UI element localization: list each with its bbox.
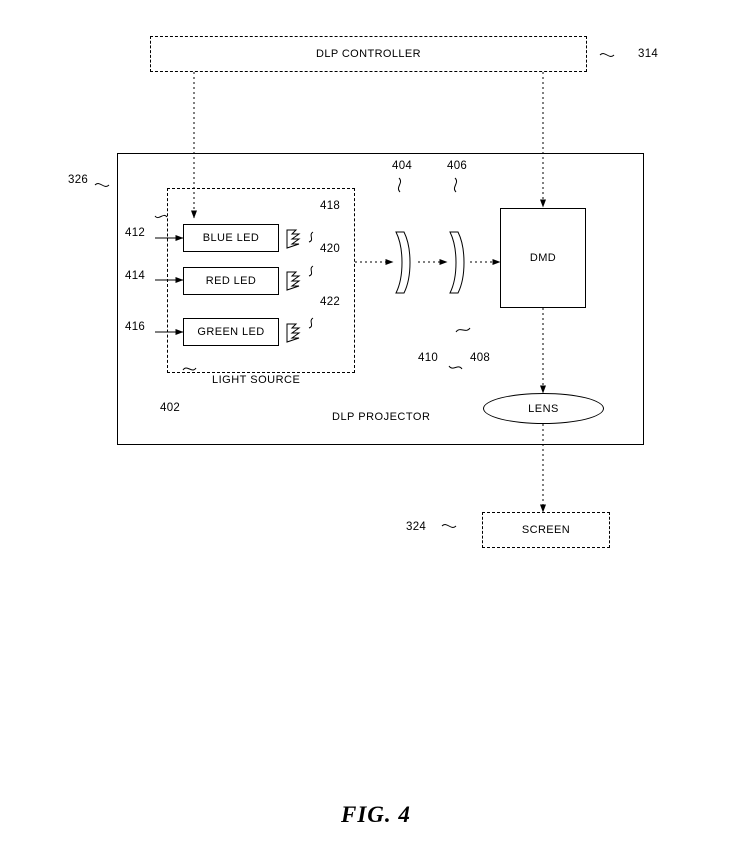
ref-314: 314 <box>638 48 659 60</box>
red-led-label: RED LED <box>205 275 257 287</box>
ref-422: 422 <box>320 296 341 308</box>
ref-326: 326 <box>68 174 89 186</box>
ref-404: 404 <box>392 160 413 172</box>
screen-label: SCREEN <box>521 524 571 536</box>
lens-label: LENS <box>528 402 559 415</box>
ref-406: 406 <box>447 160 468 172</box>
light-source-label: LIGHT SOURCE <box>212 374 301 386</box>
dlp-controller-label: DLP CONTROLLER <box>315 48 422 60</box>
lens-block[interactable] <box>483 393 604 424</box>
screen-block[interactable] <box>482 512 610 548</box>
dmd-block[interactable] <box>500 208 586 308</box>
ref-414: 414 <box>125 270 146 282</box>
red-led-block[interactable] <box>183 267 279 295</box>
dlp-projector-label: DLP PROJECTOR <box>332 411 431 423</box>
ref-418: 418 <box>320 200 341 212</box>
ref-408: 408 <box>470 352 491 364</box>
green-led-block[interactable] <box>183 318 279 346</box>
ref-420: 420 <box>320 243 341 255</box>
ref-412: 412 <box>125 227 146 239</box>
blue-led-block[interactable] <box>183 224 279 252</box>
dmd-label: DMD <box>529 252 557 264</box>
green-led-label: GREEN LED <box>197 326 265 338</box>
blue-led-label: BLUE LED <box>202 232 260 244</box>
figure-caption: FIG. 4 <box>341 802 411 827</box>
ref-416: 416 <box>125 321 146 333</box>
ref-402: 402 <box>160 402 181 414</box>
ref-410: 410 <box>418 352 439 364</box>
ref-324: 324 <box>406 521 427 533</box>
dlp-controller-block[interactable] <box>150 36 587 72</box>
